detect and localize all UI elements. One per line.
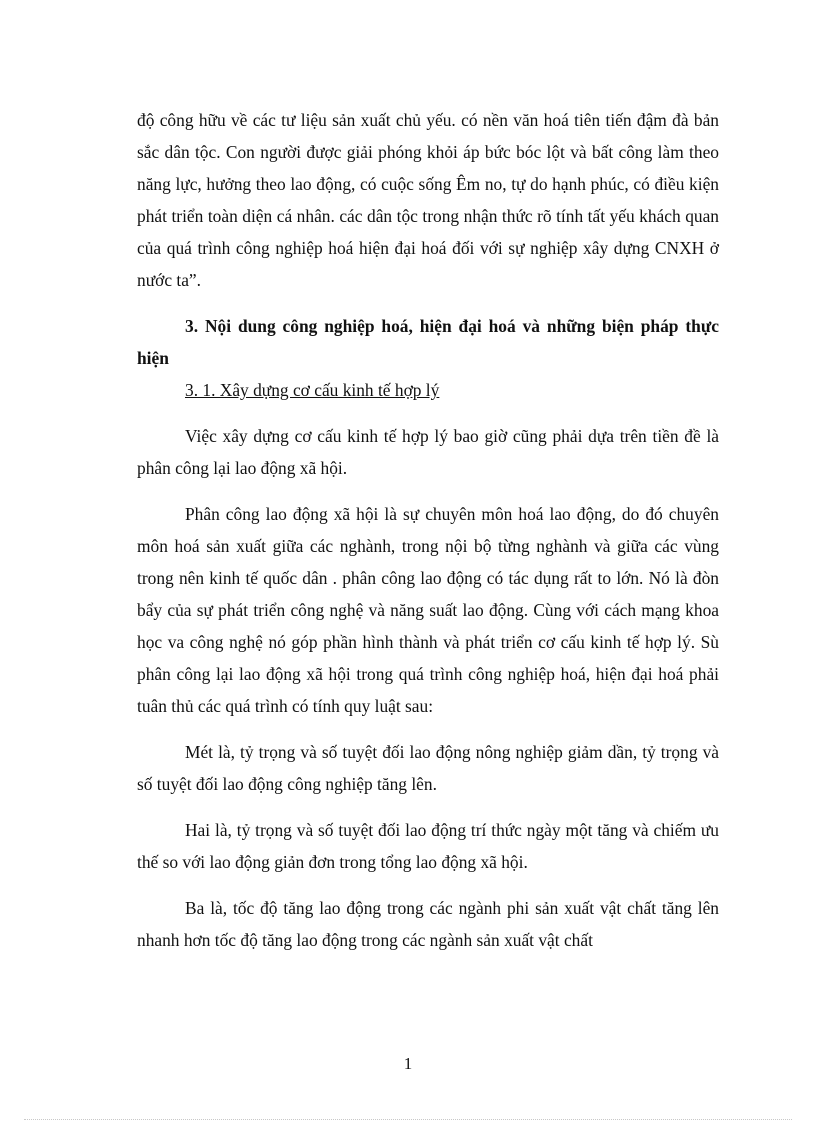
paragraph-first-rule: Mét là, tỷ trọng và số tuyệt đối lao động nông nghiệp giảm dần, tỷ trọng và số tuyệt đối lao động công nghiệp tăng lên. <box>137 742 719 794</box>
paragraph-second-rule: Hai là, tỷ trọng và số tuyệt đối lao động trí thức ngày một tăng và chiếm ưu thế so với lao động giản đơn trong tổng lao động xã hội. <box>137 820 719 872</box>
paragraph-intro: độ công hữu về các tư liệu sản xuất chủ yếu. có nền văn hoá tiên tiến đậm đà bản sắc dân tộc. Con người được giải phóng khỏi áp bức bóc lột và bất công làm theo năng lực, hưởng theo lao động, có cuộc sống Êm no, tự do hạnh phúc, có điều kiện phát triển toàn diện cá nhân. các dân tộc trong nhận thức rõ tính tất yếu khách quan của quá trình công nghiệp hoá hiện đại hoá đối với sự nghiệp xây dựng CNXH ở nước ta”. <box>137 110 719 290</box>
section-heading: 3. Nội dung công nghiệp hoá, hiện đại hoá và những biện pháp thực hiện <box>137 316 719 368</box>
paragraph-foundation: Việc xây dựng cơ cấu kinh tế hợp lý bao giờ cũng phải dựa trên tiền đề là phân công lại lao động xã hội. <box>137 426 719 478</box>
page-body <box>137 104 719 956</box>
subsection-heading <box>137 374 719 406</box>
subsection-heading-text: 3. 1. Xây dựng cơ cấu kinh tế hợp lý <box>185 380 440 400</box>
paragraph-third-rule: Ba là, tốc độ tăng lao động trong các ngành phi sản xuất vật chất tăng lên nhanh hơn tốc độ tăng lao động trong các ngành sản xuất vật chất <box>137 898 719 950</box>
page-bottom-divider <box>24 1119 792 1120</box>
paragraph-division-of-labor: Phân công lao động xã hội là sự chuyên môn hoá lao động, do đó chuyên môn hoá sản xuất giữa các nghành, trong nội bộ từng nghành và giữa các vùng trong nên kinh tế quốc dân . phân công lao động có tác dụng rất to lớn. Nó là đòn bẩy của sự phát triển công nghệ và năng suất lao động. Cùng với cách mạng khoa học va công nghệ nó góp phần hình thành và phát triển cơ cấu kinh tế hợp lý. Sù phân công lại lao động xã hội trong quá trình công nghiệp hoá, hiện đại hoá phải tuân thủ các quá trình có tính quy luật sau: <box>137 504 719 716</box>
page-number: 1 <box>403 1054 413 1073</box>
